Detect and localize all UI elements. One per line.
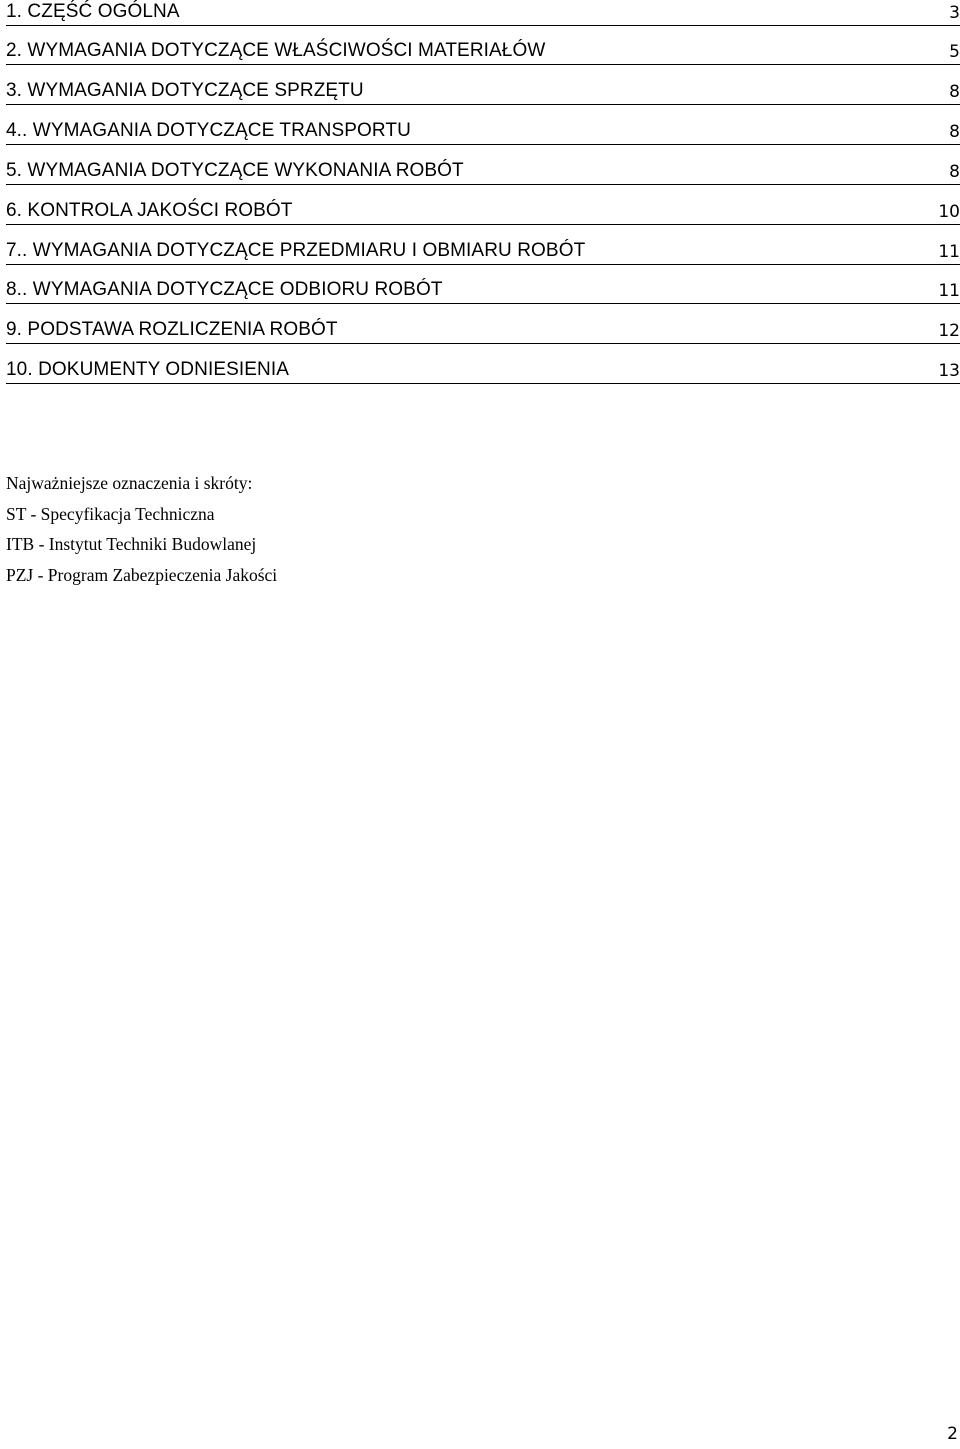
toc-entry-title: 3. WYMAGANIA DOTYCZĄCE SPRZĘTU <box>6 80 364 101</box>
abbreviations-heading: Najważniejsze oznaczenia i skróty: <box>6 473 253 493</box>
toc-entry-page: 8 <box>949 122 960 142</box>
toc-entry-sprzet[interactable] <box>6 65 960 105</box>
toc-entry-kontrola-jakosci[interactable] <box>6 185 960 225</box>
toc-entry-page: 8 <box>949 82 960 102</box>
toc-entry-page: 13 <box>938 361 960 381</box>
toc-entry-page: 5 <box>949 42 960 62</box>
toc-entry-title: 7.. WYMAGANIA DOTYCZĄCE PRZEDMIARU I OBMIARU ROBÓT <box>6 240 586 261</box>
toc-entry-odbior[interactable] <box>6 264 960 304</box>
toc-entry-transport[interactable] <box>6 105 960 145</box>
toc-entry-rozliczenie[interactable] <box>6 304 960 344</box>
toc-entry-title: 9. PODSTAWA ROZLICZENIA ROBÓT <box>6 319 338 340</box>
toc-entry-czesc-ogolna[interactable] <box>6 0 960 26</box>
toc-entry-page: 12 <box>938 321 960 341</box>
page-number: 2 <box>947 1424 958 1444</box>
toc-entry-materialy[interactable] <box>6 25 960 65</box>
abbreviation-item: ST - Specyfikacja Techniczna <box>6 503 215 524</box>
abbreviations-section <box>6 468 906 590</box>
toc-entry-title: 1. CZĘŚĆ OGÓLNA <box>6 1 180 22</box>
toc-entry-wykonanie[interactable] <box>6 145 960 185</box>
toc-entry-title: 6. KONTROLA JAKOŚCI ROBÓT <box>6 200 293 221</box>
toc-entry-page: 11 <box>938 242 960 262</box>
toc-entry-page: 3 <box>949 3 960 23</box>
toc-entry-page: 11 <box>938 281 960 301</box>
abbreviation-item: ITB - Instytut Techniki Budowlanej <box>6 534 257 554</box>
toc-entry-title: 8.. WYMAGANIA DOTYCZĄCE ODBIORU ROBÓT <box>6 279 443 300</box>
toc-entry-title: 4.. WYMAGANIA DOTYCZĄCE TRANSPORTU <box>6 120 411 141</box>
toc-entry-page: 8 <box>949 162 960 182</box>
toc-entry-title: 5. WYMAGANIA DOTYCZĄCE WYKONANIA ROBÓT <box>6 160 464 181</box>
toc-entry-title: 10. DOKUMENTY ODNIESIENIA <box>6 359 289 380</box>
toc-entry-przedmiar[interactable] <box>6 225 960 265</box>
abbreviation-item: PZJ - Program Zabezpieczenia Jakości <box>6 564 278 585</box>
toc-entry-title: 2. WYMAGANIA DOTYCZĄCE WŁAŚCIWOŚCI MATERIAŁÓW <box>6 40 546 61</box>
toc-entry-page: 10 <box>938 202 960 222</box>
toc-entry-dokumenty[interactable] <box>6 344 960 384</box>
